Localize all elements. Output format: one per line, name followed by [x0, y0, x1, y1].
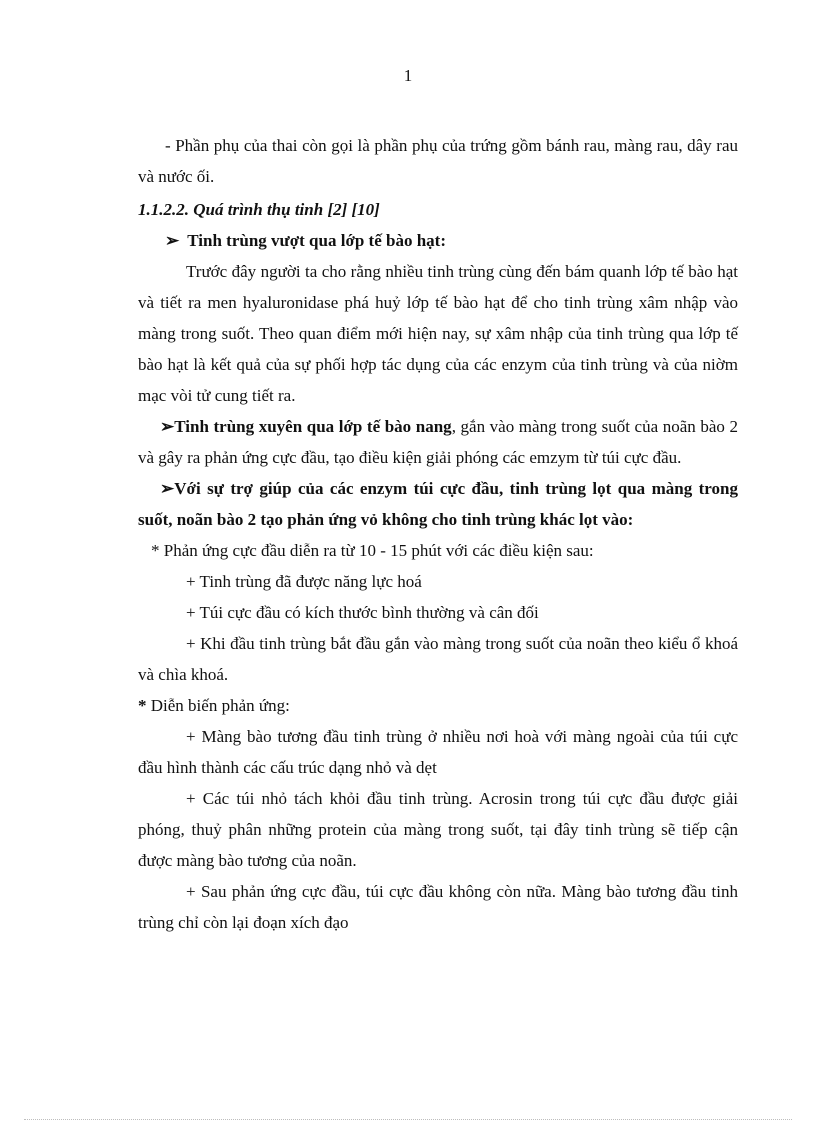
page-bottom-divider: [24, 1119, 792, 1120]
arrow-right-icon: ➢: [160, 479, 175, 498]
bullet-text: Với sự trợ giúp của các enzym túi cực đầu, tinh trùng lọt qua màng trong suốt, noãn bào 2 tạo phản ứng vỏ không cho tinh trùng khác lọt vào:: [138, 479, 738, 529]
page-number: 1: [403, 66, 413, 85]
arrow-right-icon: ➢: [165, 231, 180, 250]
paragraph-appendages: - Phần phụ của thai còn gọi là phần phụ của trứng gồm bánh rau, màng rau, dây rau và nước ối.: [138, 136, 738, 186]
list-item-equatorial: + Sau phản ứng cực đầu, túi cực đầu không còn nữa. Màng bào tương đầu tinh trùng chỉ còn lại đoạn xích đạo: [138, 882, 738, 932]
paragraph-reaction-progress: [138, 690, 738, 721]
bullet-zona-pellucida: [138, 473, 738, 535]
list-item-acrosome-size: + Túi cực đầu có kích thước bình thường và cân đối: [186, 603, 539, 622]
star-text: Diễn biến phản ứng:: [146, 696, 290, 715]
bullet-sperm-granulosa: [138, 225, 738, 256]
bullet-bold-text: Tinh trùng xuyên qua lớp tế bào nang: [174, 417, 452, 436]
list-item-lock-key: + Khi đầu tinh trùng bắt đầu gắn vào màng trong suốt của noãn theo kiểu ổ khoá và chìa khoá.: [138, 634, 738, 684]
section-heading: 1.1.2.2. Quá trình thụ tinh [2] [10]: [138, 200, 380, 219]
document-body: [138, 130, 738, 938]
list-item-capacitation: + Tinh trùng đã được năng lực hoá: [186, 572, 422, 591]
bullet-title: Tinh trùng vượt qua lớp tế bào hạt:: [187, 231, 446, 250]
bullet-rest-text: , gắn vào màng trong suốt của noãn bào 2 và gây ra phản ứng cực đầu, tạo điều kiện giải phóng các emzym từ túi cực đầu.: [138, 417, 739, 467]
star-mark: *: [138, 696, 147, 715]
list-item-membrane-fusion: + Màng bào tương đầu tinh trùng ở nhiều nơi hoà với màng ngoài của túi cực đầu hình thành các cấu trúc dạng nhỏ và dẹt: [138, 727, 738, 777]
paragraph-acrosome-conditions: * Phản ứng cực đầu diễn ra từ 10 - 15 phút với các điều kiện sau:: [151, 541, 594, 560]
bullet-sperm-follicle: [138, 411, 738, 473]
paragraph-granulosa: Trước đây người ta cho rằng nhiều tinh trùng cùng đến bám quanh lớp tế bào hạt và tiết ra men hyaluronidase phá huỷ lớp tế bào hạt để cho tinh trùng xâm nhập vào màng trong suốt. Theo quan điểm mới hiện nay, sự xâm nhập của tinh trùng qua lớp tế bào hạt là kết quả của sự phối hợp tác dụng của các enzym của tinh trùng và của niờm mạc vòi tử cung tiết ra.: [138, 262, 738, 405]
arrow-right-icon: ➢: [160, 417, 175, 436]
list-item-acrosin: + Các túi nhỏ tách khỏi đầu tinh trùng. Acrosin trong túi cực đầu được giải phóng, thuỷ phân những protein của màng trong suốt, tại đây tinh trùng sẽ tiếp cận được màng bào tương của noãn.: [138, 789, 738, 870]
